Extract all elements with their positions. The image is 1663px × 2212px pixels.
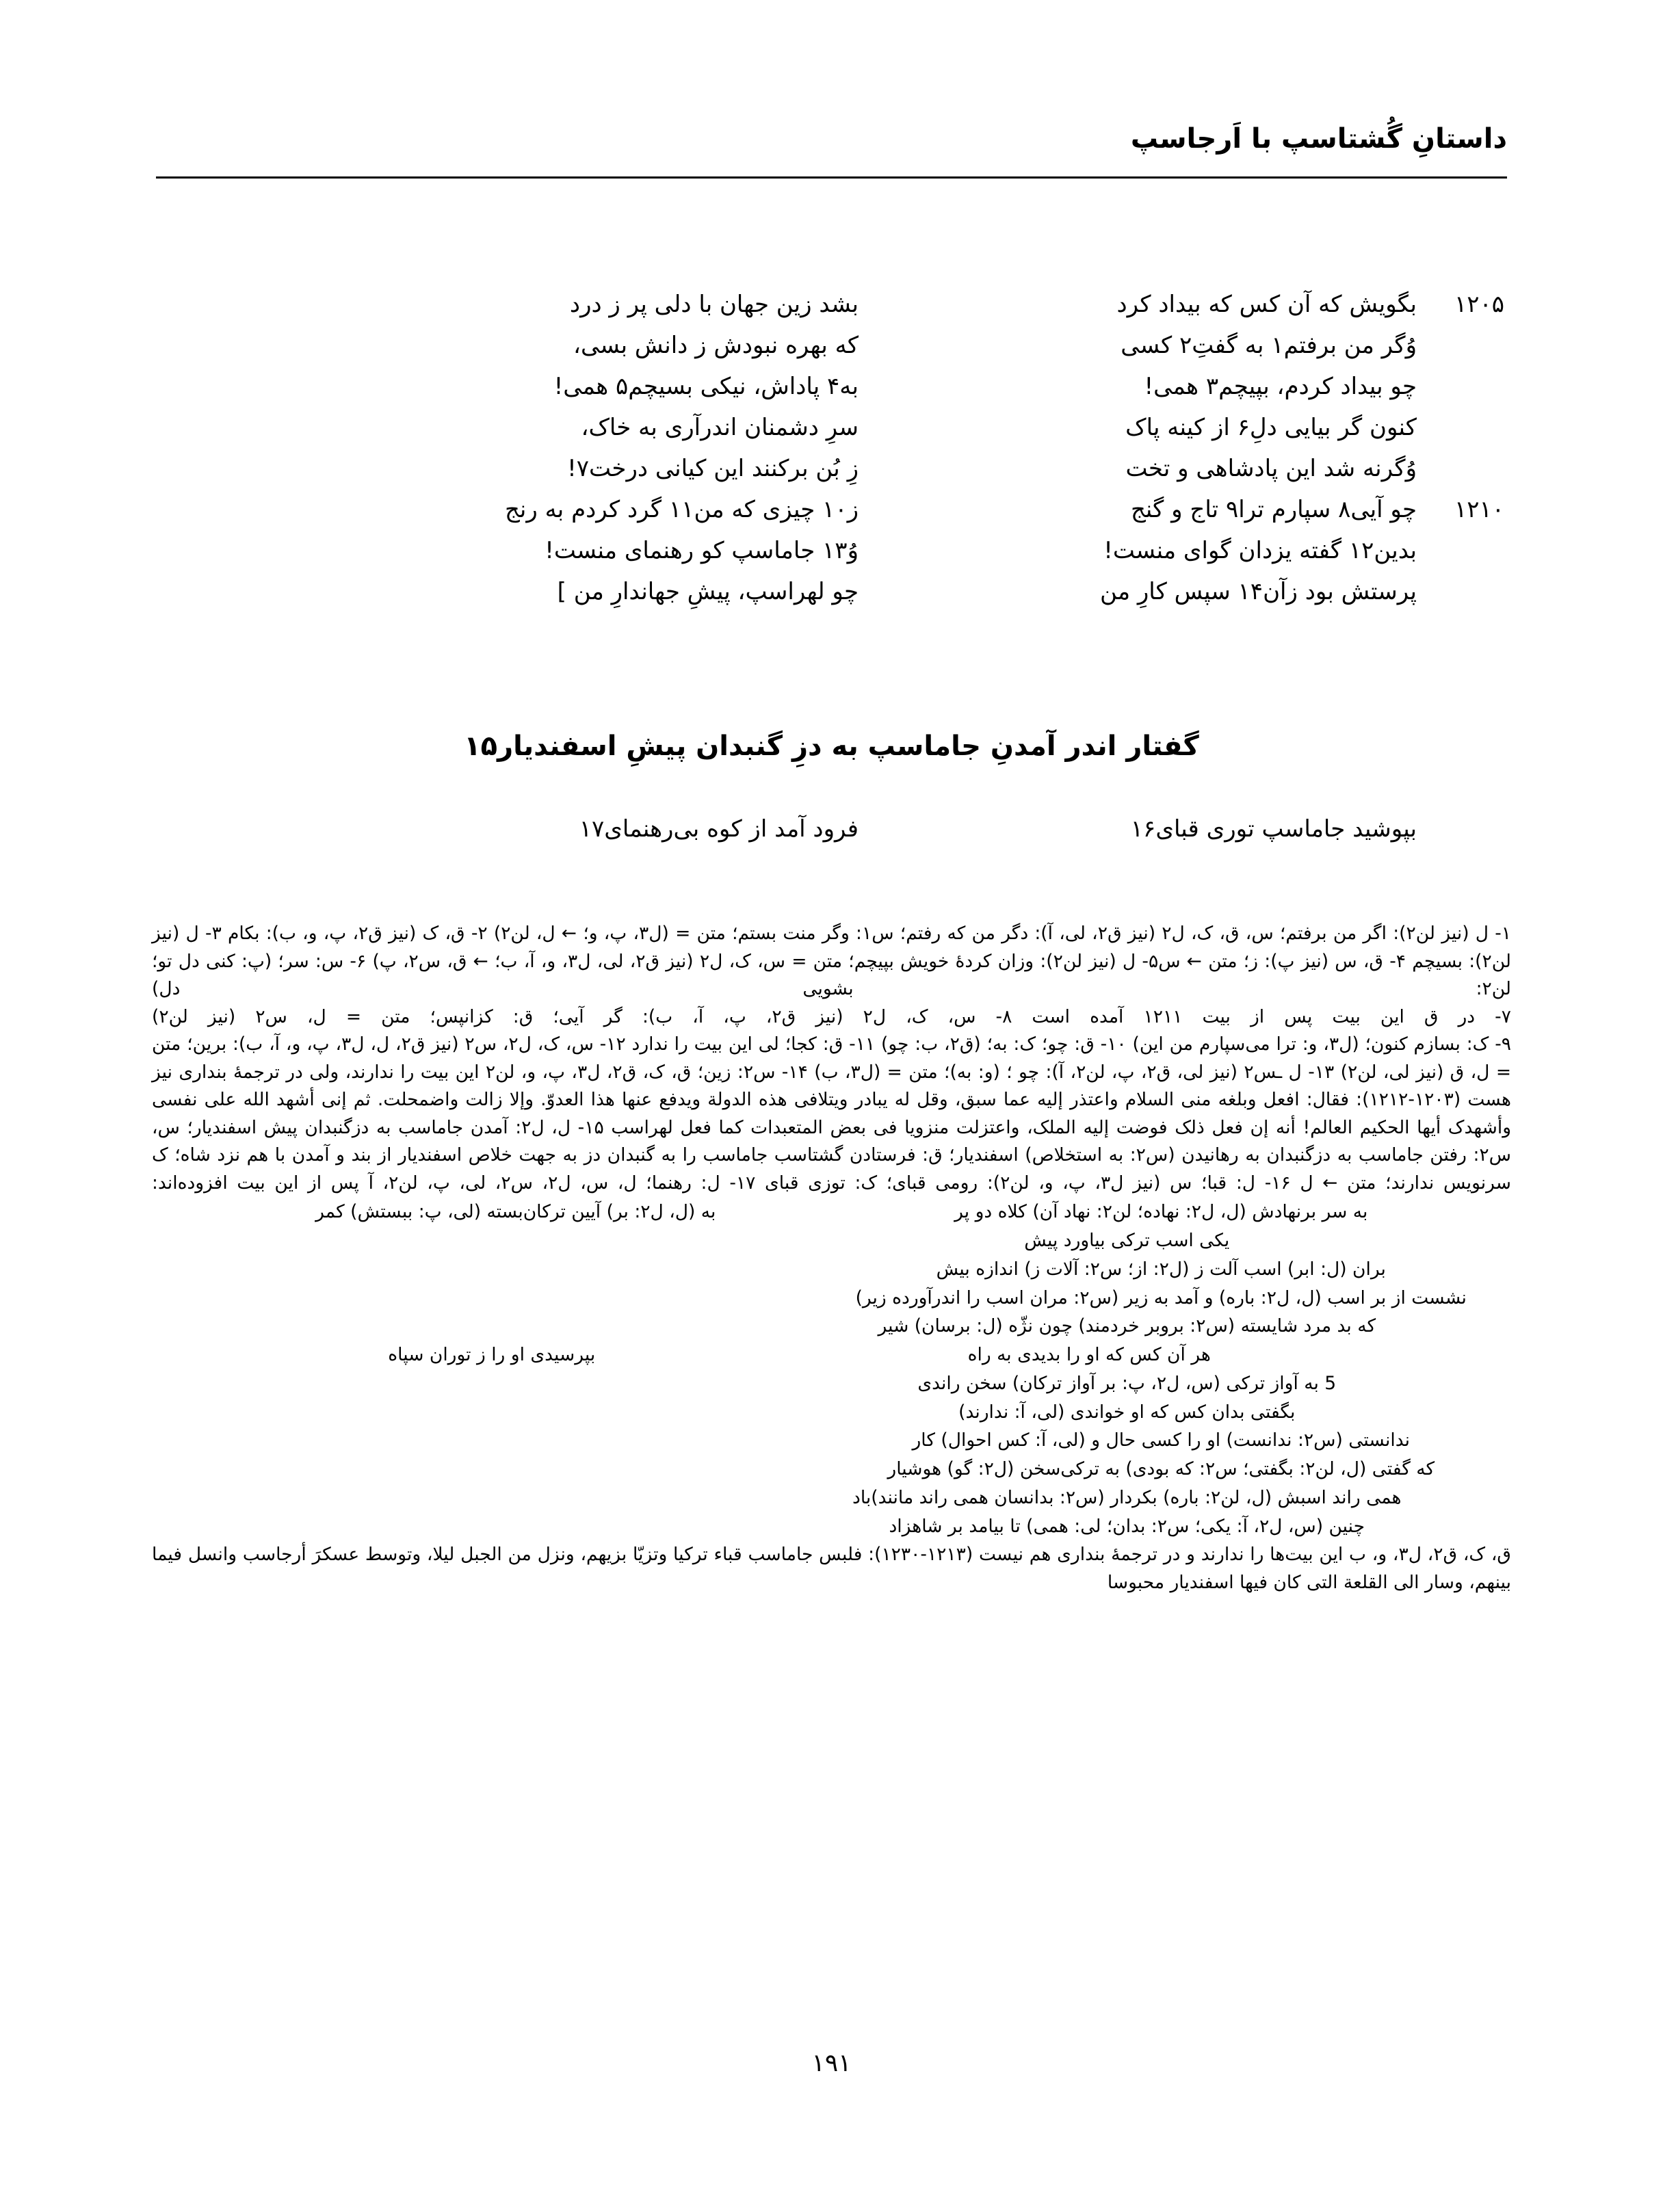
- footnote-closing-paragraph: ق، ک، ق۲، ل۳، و، ب این بیت‌ها را ندارند و در ترجمهٔ بنداری هم نیست (۱۲۱۳-۱۲۳۰): فلبس جاماسب قباء ترکیا وتزیّا بزیهم، ونزل من الجبل لیلا، وتوسط عسکرَ أرجاسب وانسل فیما بینهم، وسار الی القلعة التی کان فیها اسفندیار محبوسا: [152, 1544, 1511, 1593]
- inserted-hemistich-left: [220, 1484, 825, 1512]
- inserted-couplet: [152, 1313, 1511, 1340]
- inserted-hemistich-left: [220, 1370, 825, 1397]
- hemistich-right: بدین۱۲ گفته یزدان گوای منست!: [1103, 537, 1417, 564]
- section-heading: گفتار اندر آمدنِ جاماسپ به دزِ گنبدان پیشِ اسفندیار۱۵: [464, 730, 1199, 762]
- inserted-hemistich-right: بگفتی بدان کس که او خواندی (لی، آ: ندارند): [958, 1401, 1296, 1423]
- hemistich-left: فرود آمد از کوه بی‌رهنمای۱۷: [579, 815, 859, 843]
- critical-apparatus: [152, 920, 1511, 1596]
- inserted-couplet: [152, 1456, 1511, 1483]
- inserted-hemistich-right: هر آن کس که او را بدیدی به راه: [967, 1344, 1211, 1366]
- hemistich-left: سرِ دشمنان اندرآری به خاک،: [581, 414, 859, 441]
- running-head-title: داستانِ گُشتاسپ با اَرجاسپ: [1130, 123, 1507, 155]
- inserted-hemistich-left: بپرسیدی او را ز توران سپاه: [388, 1344, 596, 1366]
- inserted-couplet: [152, 1198, 1511, 1226]
- header-divider-rule: [156, 176, 1507, 179]
- hemistich-left: که بهره نبودش ز دانش بسی،: [573, 332, 859, 359]
- hemistich-right: بپوشید جاماسپ توری قبای۱۶: [1130, 815, 1417, 843]
- verse-line: [156, 496, 1507, 537]
- inserted-couplet: [152, 1285, 1511, 1312]
- verse-line: [156, 815, 1507, 856]
- inserted-hemistich-left: [220, 1313, 825, 1340]
- hemistich-left: ز۱۰ چیزی که من۱۱ گرد کردم به رنج: [504, 496, 859, 523]
- inserted-hemistich-right: ندانستی (س۲: ندانست) او را کسی حال و (لی، آ: کس احوال) کار: [912, 1430, 1410, 1451]
- verse-block-primary: [156, 291, 1507, 619]
- hemistich-right: پرستش بود زآن۱۴ سپس کارِ من: [1099, 578, 1417, 605]
- inserted-couplet: [152, 1399, 1511, 1426]
- inserted-couplet: [152, 1484, 1511, 1512]
- verse-line: [156, 578, 1507, 619]
- hemistich-left: به۴ پاداش، نیکی بسیچم۵ همی!: [553, 373, 859, 400]
- inserted-hemistich-left: [220, 1227, 825, 1254]
- inserted-hemistich-right: 5 به آواز ترکی (س، ل۲، پ: بر آواز ترکان) سخن راندی: [917, 1372, 1337, 1394]
- footnote-paragraph: ۷- در ق این بیت پس از بیت ۱۲۱۱ آمده است ۸- س، ک، ل۲ (نیز ق۲، پ، آ، ب): گر آیی؛ ق: کزانپس؛ متن = ل، س۲ (نیز لن۲): [152, 1005, 1511, 1027]
- inserted-hemistich-left: [193, 1427, 839, 1454]
- inserted-hemistich-left: [220, 1513, 825, 1540]
- inserted-hemistich-right: یکی اسب ترکی بیاورد پیش: [1024, 1230, 1230, 1252]
- hemistich-right: چو بیداد کردم، بپیچم۳ همی!: [1144, 373, 1417, 400]
- verse-number: ۱۲۰۵: [1454, 291, 1504, 318]
- hemistich-right: کنون گر بیایی دلِ۶ از کینه پاک: [1125, 414, 1417, 441]
- hemistich-left: چو لهراسپ، پیشِ جهاندارِ من ]: [557, 578, 859, 605]
- inserted-hemistich-right: نشست از بر اسب (ل، ل۲: باره) و آمد به زیر (س۲: مران اسب را اندرآورده زیر): [855, 1287, 1467, 1308]
- inserted-couplet: [152, 1370, 1511, 1397]
- hemistich-left: وُ۱۳ جاماسپ کو رهنمای منست!: [545, 537, 859, 564]
- inserted-hemistich-right: همی راند اسبش (ل، لن۲: باره) بکردار (س۲: بدانسان همی راند مانند)باد: [852, 1486, 1402, 1508]
- hemistich-right: وُگر من برفتم۱ به گفتِ۲ کسی: [1121, 332, 1417, 359]
- footnote-paragraph: ۹- ک: بسازم کنون؛ (ل۳، و: ترا می‌سپارم من این) ۱۰- ق: چو؛ ک: به؛ (ق۲، ب: چو) ۱۱- ق: کجا؛ لی این بیت را ندارد ۱۲- س، ک، ل۲، س۲ (نیز ق۲، ل، ل۳، پ، و، آ، ب): برین؛ متن = ل، ق (نیز لی، لن۲) ۱۳- ل ـس۲ (نیز لی، ق۲، پ، لن۲، آ): چو ؛ (و: به)؛ متن = (ل۳، ب) ۱۴- س۲: زین؛ ق، ک، ق۲، ل۳، پ، و، لن۲ این بیت را ندارند، ولی در ترجمهٔ بنداری نیز هست (۱۲۰۳-۱۲۱۲): فقال: افعل وبلغه منی السلام واعتذر إلیه عما سبق، وقل له یبادر ویتلافی هذه الدولة ویدفع عنها هذا العدوّ. وإلا زالت واضمحلت. ثم إنی أشهد الله علی نفسی وأشهدک أیها الحکیم العالم! أنه إن فعل ذلک فوضت إلیه الملک، واعتزلت منزویا فی بعض المتعبدات کما فعل لهراسب ۱۵- ل، ل۲: آمدن جاماسب به دزگنبدان پیش اسفندیار؛ س، س۲: رفتن جاماسب به دزگنبدان به رهانیدن (س۲: به استخلاص) اسفندیار؛ ق: فرستادن گشتاسب جاماسب را به گنبدان دز به جهت خلاص اسفندیار از بند و آمدن با هم نزد شاه؛ ک سرنویس ندارند؛ متن ← ل ۱۶- ل: قبا؛ س (نیز ل۳، پ، و، لن۲): رومی قبای؛ ک: توزی قبای ۱۷- ل: رهنما؛ ل، س، ل۲، س۲، لی، پ، لن۲، آ پس از این بیت افزوده‌اند:: [152, 1033, 1512, 1194]
- verse-line: [156, 373, 1507, 414]
- inserted-hemistich-left: [193, 1456, 839, 1483]
- footnote-paragraph: ۱- ل (نیز لن۲): اگر من برفتم؛ س، ق، ک، ل۲ (نیز ق۲، لی، آ): دگر من که رفتم؛ س۱: وگر منت بستم؛ متن = (ل۳، پ، و؛ ← ل، لن۲) ۲- ق، ک (نیز ق۲، پ، و، ب): بکام ۳- ل (نیز لن۲): بسیچم ۴- ق، س (نیز پ): ز؛ متن ← س۵- ل (نیز لن۲): وزان کردهٔ خویش بپیچم؛ متن = س، ک، ل۲ (نیز ق۲، لی، ل۳، و، آ، ب؛ ← ق، س۲، پ) ۶- س: سر؛ (پ: کنی دل تو؛ لن۲: بشویی دل): [152, 923, 1512, 1000]
- inserted-hemistich-right: که گفتی (ل، لن۲: بگفتی؛ س۲: که بودی) به ترکی‌سخن (ل۲: گو) هوشیار: [887, 1458, 1435, 1480]
- inserted-hemistich-right: چنین (س، ل۲، آ: یکی؛ س۲: بدان؛ لی: همی) تا بیامد بر شاهزاد: [889, 1515, 1365, 1537]
- hemistich-left: زِ بُن برکنند این کیانی درخت۷!: [567, 455, 859, 482]
- hemistich-left: بشد زین جهان با دلی پر ز درد: [569, 291, 859, 318]
- inserted-hemistich-right: به سر برنهادش (ل، ل۲: نهاده؛ لن۲: نهاد آن) کلاه دو پر: [954, 1201, 1368, 1223]
- inserted-hemistich-left: [193, 1285, 839, 1312]
- verse-line: [156, 537, 1507, 578]
- inserted-couplet: [152, 1256, 1511, 1283]
- verse-line: [156, 291, 1507, 332]
- inserted-hemistich-right: بران (ل: ابر) اسب آلت ز (ل۲: از؛ س۲: آلات ز) اندازه بیش: [936, 1258, 1386, 1280]
- inserted-couplet: [152, 1341, 1511, 1369]
- hemistich-right: بگویش که آن کس که بیداد کرد: [1116, 291, 1417, 318]
- inserted-hemistich-left: [193, 1256, 839, 1283]
- hemistich-right: چو آیی۸ سپارم ترا۹ تاج و گنج: [1130, 496, 1417, 523]
- verse-number: ۱۲۱۰: [1454, 496, 1504, 523]
- verse-line: [156, 332, 1507, 373]
- inserted-hemistich-right: که بد مرد شایسته (س۲: بروبر خردمند) چون نژّه (ل: برسان) شیر: [878, 1315, 1376, 1337]
- inserted-couplet: [152, 1513, 1511, 1540]
- page-number: ۱۹۱: [811, 2049, 852, 2077]
- verse-block-secondary: [156, 815, 1507, 856]
- hemistich-right: وُگرنه شد این پادشاهی و تخت: [1125, 455, 1417, 482]
- inserted-couplet: [152, 1227, 1511, 1254]
- verse-line: [156, 455, 1507, 496]
- inserted-couplet: [152, 1427, 1511, 1454]
- inserted-hemistich-left: [220, 1399, 825, 1426]
- verse-line: [156, 414, 1507, 455]
- inserted-hemistich-left: به (ل، ل۲: بر) آیین ترکان‌بسته (لی، پ: ببستش) کمر: [315, 1201, 716, 1223]
- page-header: [156, 122, 1507, 185]
